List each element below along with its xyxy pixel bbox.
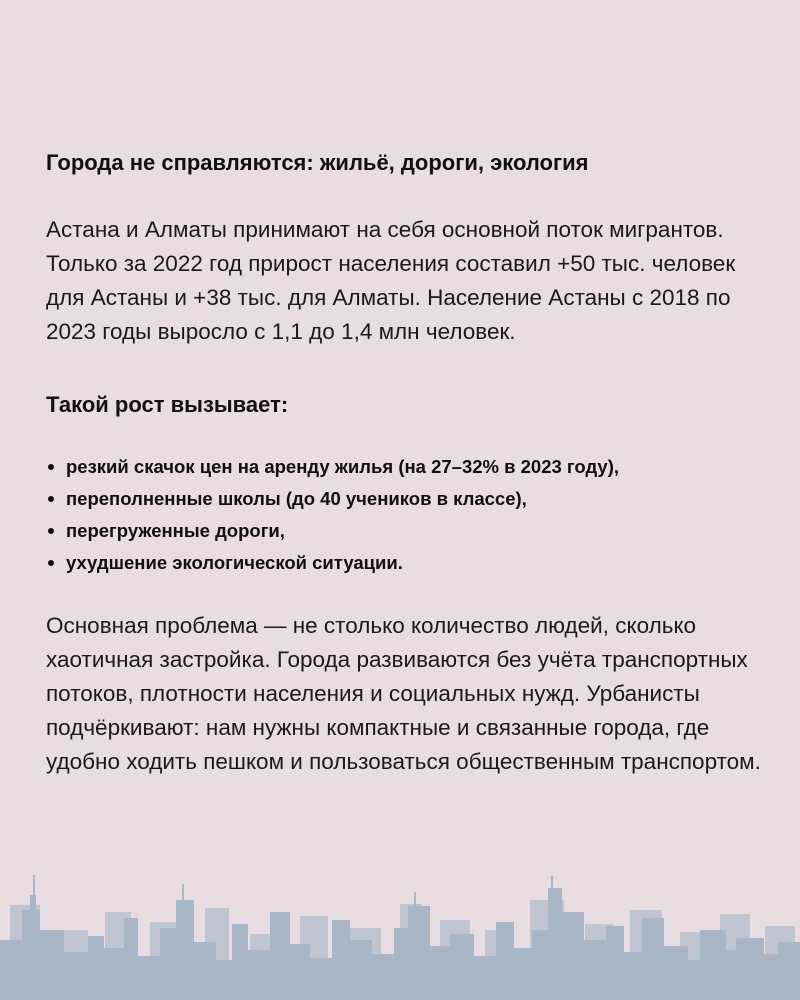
conclusion-paragraph: Основная проблема — не столько количество людей, сколько хаотичная застройка. Города развиваются без учёта транспортных потоков, плотности населения и социальных нужд. Урбанисты подчёркивают: нам нужны компактные и связанные города, где удобно ходить пешком и пользоваться общественным транспортом.	[46, 613, 761, 774]
effects-list	[46, 451, 766, 579]
bullet-icon	[48, 464, 54, 470]
building-shape	[426, 946, 454, 1000]
building-shape	[306, 958, 336, 1000]
list-item-text: переполненные школы (до 40 учеников в классе),	[66, 488, 527, 509]
building-shape	[40, 930, 64, 1000]
list-item	[46, 483, 766, 515]
list-item	[46, 451, 766, 483]
building-shape	[580, 940, 610, 1000]
bullet-icon	[48, 496, 54, 502]
section-heading: Города не справляются: жильё, дороги, экология	[46, 150, 589, 175]
list-item	[46, 547, 766, 579]
antenna-shape	[182, 884, 184, 900]
subheading: Такой рост вызывает:	[46, 392, 289, 417]
building-shape	[124, 918, 138, 1000]
building-shape	[368, 954, 398, 1000]
list-item-text: ухудшение экологической ситуации.	[66, 552, 403, 573]
building-shape	[660, 946, 688, 1000]
list-item-text: резкий скачок цен на аренду жилья (на 27–32% в 2023 году),	[66, 456, 620, 477]
building-shape	[548, 888, 562, 1000]
article	[46, 147, 766, 779]
building-shape	[470, 956, 500, 1000]
bullet-icon	[48, 560, 54, 566]
list-item	[46, 515, 766, 547]
intro-paragraph: Астана и Алматы принимают на себя основной поток мигрантов. Только за 2022 год прирост населения составил +50 тыс. человек для Астаны и +38 тыс. для Алматы. Население Астаны с 2018 по 2023 годы выросло с 1,1 до 1,4 млн человек.	[46, 217, 736, 344]
bullet-icon	[48, 528, 54, 534]
city-skyline-illustration	[0, 875, 800, 1000]
antenna-shape	[551, 876, 553, 888]
list-item-text: перегруженные дороги,	[66, 520, 285, 541]
building-shape	[30, 895, 36, 1000]
building-shape	[736, 938, 764, 1000]
building-shape	[100, 948, 128, 1000]
building-shape	[778, 942, 800, 1000]
antenna-shape	[33, 875, 35, 895]
antenna-shape	[414, 892, 416, 906]
building-shape	[232, 924, 248, 1000]
building-shape	[62, 952, 92, 1000]
